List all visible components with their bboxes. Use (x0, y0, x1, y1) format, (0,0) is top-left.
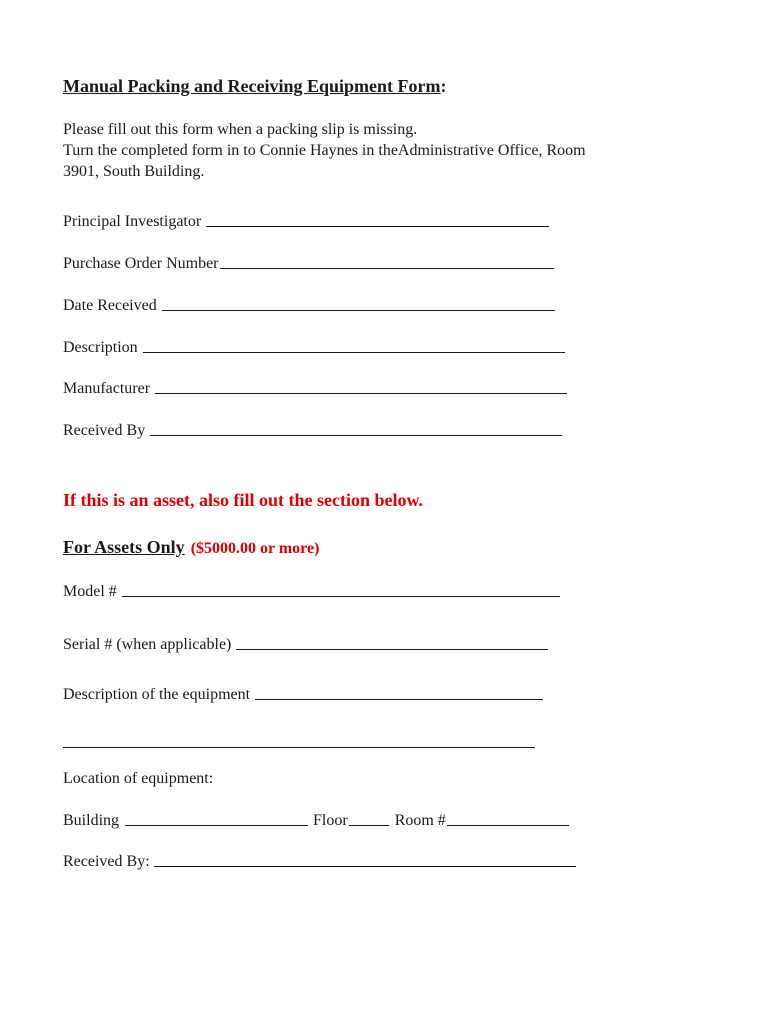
building-label: Building (63, 812, 120, 829)
description-input[interactable] (143, 351, 565, 353)
manufacturer-input[interactable] (155, 392, 567, 394)
purchase-order-number-label: Purchase Order Number (63, 255, 219, 272)
floor-input[interactable] (349, 824, 389, 826)
form-title (63, 76, 447, 97)
principal-investigator-label: Principal Investigator (63, 213, 202, 230)
form-title-colon: : (440, 76, 447, 96)
asset-received-by-label: Received By: (63, 853, 150, 870)
floor-label: Floor (313, 812, 348, 829)
received-by-label: Received By (63, 422, 146, 439)
principal-investigator-input[interactable] (206, 225, 549, 227)
purchase-order-number-input[interactable] (220, 267, 554, 269)
date-received-input[interactable] (162, 309, 555, 311)
description-label: Description (63, 339, 138, 356)
location-heading: Location of equipment: (63, 770, 214, 787)
asset-notice: If this is an asset, also fill out the section below. (63, 490, 424, 510)
manufacturer-field (63, 380, 567, 398)
room-label: Room # (394, 812, 446, 829)
date-received-label: Date Received (63, 297, 157, 314)
model-field (63, 583, 560, 601)
serial-field (63, 636, 548, 654)
assets-section-heading (63, 537, 319, 558)
manufacturer-label: Manufacturer (63, 380, 151, 397)
received-by-input[interactable] (150, 434, 562, 436)
model-input[interactable] (122, 595, 560, 597)
instruction-line-1: Please fill out this form when a packing slip is missing. (63, 121, 418, 138)
location-field-row (63, 812, 569, 830)
description-field (63, 339, 565, 357)
purchase-order-number-field (63, 255, 554, 273)
form-title-text: Manual Packing and Receiving Equipment Form (63, 76, 441, 96)
principal-investigator-field (63, 213, 549, 231)
assets-heading-text: For Assets Only (63, 537, 185, 557)
serial-label: Serial # (when applicable) (63, 636, 232, 653)
received-by-field (63, 422, 562, 440)
model-label: Model # (63, 583, 117, 600)
equipment-description-label: Description of the equipment (63, 686, 251, 703)
equipment-description-field (63, 686, 543, 704)
room-input[interactable] (447, 824, 569, 826)
asset-received-by-input[interactable] (154, 865, 576, 867)
equipment-description-continuation-line[interactable] (63, 746, 535, 748)
assets-threshold-note: ($5000.00 or more) (190, 540, 320, 557)
date-received-field (63, 297, 555, 315)
serial-input[interactable] (236, 648, 548, 650)
instruction-line-2: Turn the completed form in to Connie Haynes in theAdministrative Office, Room (63, 142, 586, 159)
asset-received-by-field (63, 853, 576, 871)
equipment-description-input[interactable] (255, 698, 543, 700)
instruction-line-3: 3901, South Building. (63, 163, 205, 180)
building-input[interactable] (125, 824, 308, 826)
